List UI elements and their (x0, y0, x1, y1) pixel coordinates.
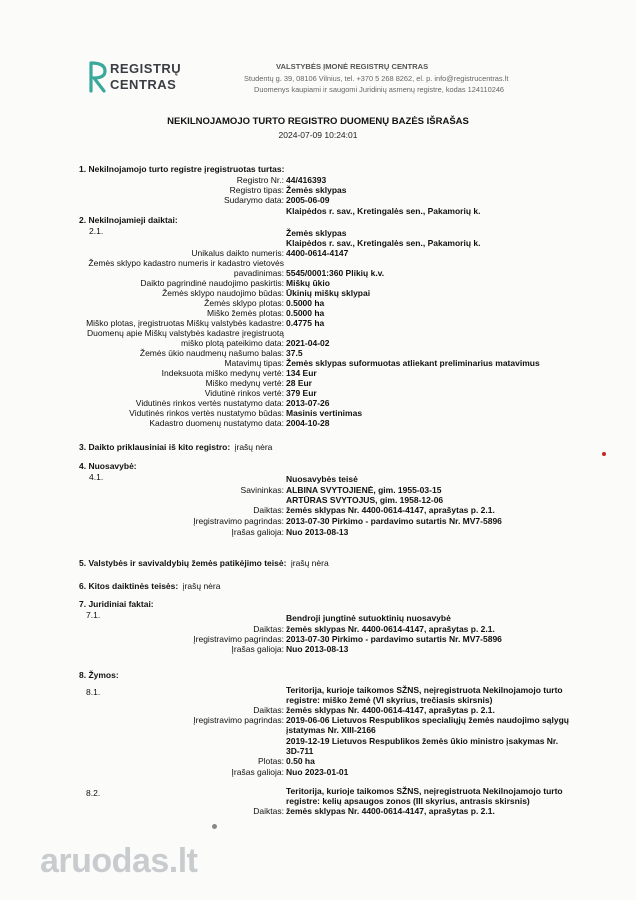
field-value: įstatymas Nr. XIII-2166 (286, 725, 376, 735)
field-value: 0.50 ha (286, 756, 315, 766)
item-number: 2.1. (89, 226, 104, 236)
field-label: Daiktas: (253, 505, 284, 515)
field-value: 379 Eur (286, 388, 317, 398)
item-number: 8.2. (86, 788, 101, 798)
section-5 (79, 553, 329, 571)
field-label: Daikto pagrindinė naudojimo paskirtis: (140, 278, 284, 288)
field-value: Miškų ūkio (286, 278, 330, 288)
field-value: 0.4775 ha (286, 318, 325, 328)
field-label: Vidutinė rinkos vertė: (204, 388, 284, 398)
field-label: Matavimų tipas: (224, 358, 284, 368)
field-value: ALBINA SVYTOJIENĖ, gim. 1955-03-15 (286, 485, 442, 495)
item-number: 8.1. (86, 687, 101, 697)
field-value: 2013-07-26 (286, 398, 330, 408)
field-value: Masinis vertinimas (286, 408, 363, 418)
field-label: Indeksuota miško medynų vertė: (161, 368, 284, 378)
field-label: Registro Nr.: (236, 175, 284, 185)
field-value: 5545/0001:360 Plikių k.v. (286, 268, 385, 278)
field-value: 4400-0614-4147 (286, 248, 349, 258)
field-label: Žemės sklypo plotas: (204, 298, 284, 308)
field-value: Klaipėdos r. sav., Kretingalės sen., Pakamorių k. (286, 238, 481, 248)
section-8-heading: 8. Žymos: (79, 670, 119, 680)
document-timestamp: 2024-07-09 10:24:01 (278, 130, 358, 140)
record-title: Teritorija, kurioje taikomos SŽNS, neįregistruota Nekilnojamojo turto (286, 685, 563, 695)
field-value: 2019-12-19 Lietuvos Respublikos žemės ūkio ministro įsakymas Nr. (286, 736, 559, 746)
field-label: Žemės sklypo naudojimo būdas: (162, 288, 284, 298)
field-value: Klaipėdos r. sav., Kretingalės sen., Pakamorių k. (286, 206, 481, 216)
field-value: 2013-07-30 Pirkimo - pardavimo sutartis Nr. MV7-5896 (286, 634, 502, 644)
field-label: Žemės sklypo kadastro numeris ir kadastro vietovės (88, 258, 284, 268)
field-label: Miško žemės plotas: (207, 308, 284, 318)
section-3-value: įrašų nėra (234, 442, 273, 452)
item-number: 4.1. (89, 472, 104, 482)
section-6 (79, 576, 220, 594)
field-value: Žemės sklypas (286, 185, 347, 195)
field-value: Nuo 2013-08-13 (286, 644, 349, 654)
field-value: Nuo 2013-08-13 (286, 527, 349, 537)
record-title: Bendroji jungtinė sutuoktinių nuosavybė (286, 613, 451, 623)
section-4-heading: 4. Nuosavybė: (79, 461, 137, 471)
field-value: Ūkinių miškų sklypai (286, 288, 371, 298)
field-label: Plotas: (258, 756, 284, 766)
field-value: 3D-711 (286, 746, 314, 756)
red-mark (602, 452, 606, 456)
field-label: Vidutinės rinkos vertės nustatymo būdas: (129, 408, 284, 418)
logo-text-line1: REGISTRŲ (110, 61, 182, 76)
field-value: Nuo 2023-01-01 (286, 767, 349, 777)
field-value: žemės sklypas Nr. 4400-0614-4147, aprašytas p. 2.1. (286, 505, 495, 515)
field-label: Vidutinės rinkos vertės nustatymo data: (135, 398, 284, 408)
field-label: Sudarymo data: (223, 195, 284, 205)
aruodas-watermark: aruodas.lt (40, 842, 198, 880)
section-5-heading: 5. Valstybės ir savivaldybių žemės patikėjimo teisė: (79, 558, 287, 568)
section-7-heading: 7. Juridiniai faktai: (79, 599, 154, 609)
field-label: Miško plotas, įregistruotas Miškų valstybės kadastre: (86, 318, 284, 328)
section-3-heading: 3. Daikto priklausiniai iš kito registro: (79, 442, 231, 452)
field-value: ARTŪRAS SVYTOJUS, gim. 1958-12-06 (286, 495, 444, 505)
field-label: Įregistravimo pagrindas: (193, 715, 284, 725)
field-value: 2021-04-02 (286, 338, 330, 348)
section-6-heading: 6. Kitos daiktinės teisės: (79, 581, 179, 591)
field-value: Žemės sklypas (286, 228, 347, 238)
record-title: registre: kelių apsaugos zonos (III skyrius, antrasis skirsnis) (286, 796, 530, 806)
field-label: Įrašas galioja: (231, 644, 284, 654)
item-number: 7.1. (86, 610, 101, 620)
field-label: Kadastro duomenų nustatymo data: (149, 418, 284, 428)
field-label: Įrašas galioja: (231, 527, 284, 537)
field-value: žemės sklypas Nr. 4400-0614-4147, aprašytas p. 2.1. (286, 806, 495, 816)
section-5-value: įrašų nėra (290, 558, 329, 568)
field-label: Miško medynų vertė: (205, 378, 284, 388)
record-title: registre: miško žemė (VI skyrius, trečiasis skirsnis) (286, 695, 493, 705)
org-address: Studentų g. 39, 08106 Vilnius, tel. +370 5 268 8262, el. p. info@registrucentras.lt (244, 74, 509, 83)
field-label: Įrašas galioja: (231, 767, 284, 777)
document-title: NEKILNOJAMOJO TURTO REGISTRO DUOMENŲ BAZĖS IŠRAŠAS (167, 116, 469, 127)
org-register-note: Duomenys kaupiami ir saugomi Juridinių asmenų registre, kodas 124110246 (254, 85, 505, 94)
field-label: Duomenų apie Miškų valstybės kadastre įregistruotą (86, 328, 284, 338)
field-label: Unikalus daikto numeris: (191, 248, 284, 258)
field-value: žemės sklypas Nr. 4400-0614-4147, aprašytas p. 2.1. (286, 624, 495, 634)
field-value: 2005-06-09 (286, 195, 330, 205)
field-value: 0.5000 ha (286, 298, 325, 308)
section-2-heading: 2. Nekilnojamieji daiktai: (79, 215, 178, 225)
field-label: Daiktas: (253, 624, 284, 634)
field-value: žemės sklypas Nr. 4400-0614-4147, aprašytas p. 2.1. (286, 705, 495, 715)
field-value: 0.5000 ha (286, 308, 325, 318)
field-value: 134 Eur (286, 368, 317, 378)
org-name: VALSTYBĖS ĮMONĖ REGISTRŲ CENTRAS (276, 62, 429, 71)
field-value: 2019-06-06 Lietuvos Respublikos specialiųjų žemės naudojimo sąlygų (286, 715, 569, 725)
field-value: 2004-10-28 (286, 418, 330, 428)
field-label: Registro tipas: (229, 185, 284, 195)
pen-mark (212, 824, 217, 829)
field-label: Savininkas: (240, 485, 284, 495)
field-value: Žemės sklypas suformuotas atliekant preliminarius matavimus (286, 358, 540, 368)
field-label: Daiktas: (253, 806, 284, 816)
field-value: 28 Eur (286, 378, 312, 388)
logo-text-line2: CENTRAS (110, 77, 177, 92)
field-label: Daiktas: (253, 705, 284, 715)
field-value: 44/416393 (286, 175, 327, 185)
field-label: miško plotą pateikimo data: (181, 338, 284, 348)
field-label: Žemės ūkio naudmenų našumo balas: (139, 348, 284, 358)
logo-mark-icon (88, 60, 108, 94)
section-3 (79, 437, 272, 455)
record-title: Nuosavybės teisė (286, 474, 358, 484)
field-label: Įregistravimo pagrindas: (193, 634, 284, 644)
field-value: 2013-07-30 Pirkimo - pardavimo sutartis Nr. MV7-5896 (286, 516, 502, 526)
field-label: Įregistravimo pagrindas: (193, 516, 284, 526)
field-value: 37.5 (286, 348, 303, 358)
record-title: Teritorija, kurioje taikomos SŽNS, neįregistruota Nekilnojamojo turto (286, 786, 563, 796)
section-1-heading: 1. Nekilnojamojo turto registre įregistruotas turtas: (79, 164, 285, 174)
section-6-value: įrašų nėra (182, 581, 221, 591)
field-label: pavadinimas: (233, 268, 284, 278)
registru-centras-logo (88, 58, 188, 100)
